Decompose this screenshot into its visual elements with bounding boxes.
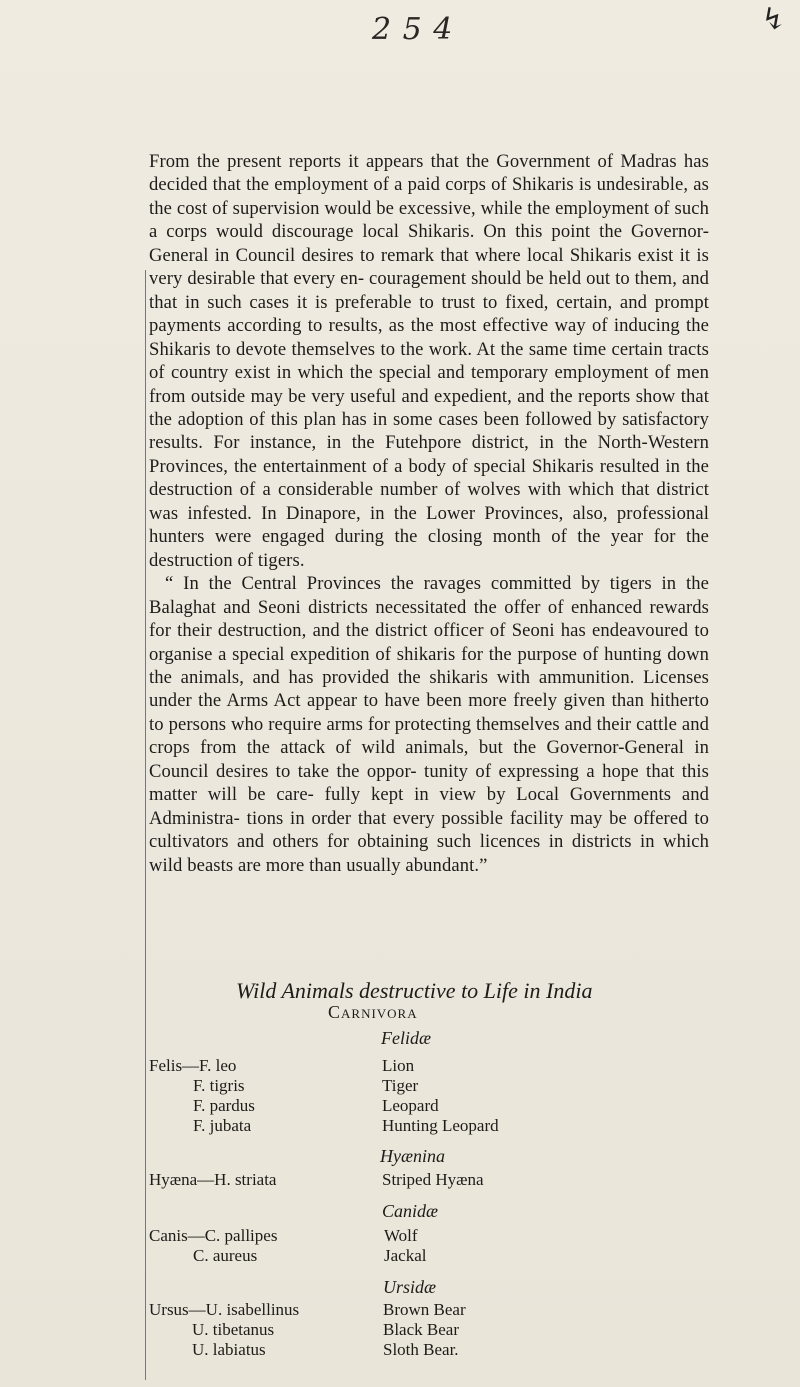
margin-rule	[145, 270, 146, 1380]
common-hunting-leopard: Hunting Leopard	[382, 1116, 499, 1135]
taxon-f-pardus: F. pardus	[193, 1096, 255, 1115]
table-title: Wild Animals destructive to Life in India	[236, 978, 593, 1003]
common-leopard: Leopard	[382, 1096, 439, 1115]
taxon-felis-leo: Felis—F. leo	[149, 1056, 237, 1075]
handwritten-page-number: 2 5 4	[372, 12, 454, 47]
common-striped-hyaena: Striped Hyæna	[382, 1170, 484, 1189]
common-jackal: Jackal	[384, 1246, 427, 1265]
common-black-bear: Black Bear	[383, 1320, 459, 1339]
paragraph-central-provinces: “ In the Central Provinces the ravages committed by tigers in the Balaghat and Seoni districts necessitated the offer of enhanced rewards for their destruction, and the district officer of Seoni has endeavoured to organise a special expedition of shikaris for the purpose of hunting down the animals, and has provided the shikaris with ammunition. Licenses under the Arms Act appear to have been more freely given than hitherto to persons who require arms for protecting themselves and their cattle and crops from the attack of wild animals, but the Governor-General in Council desires to take the oppor- tunity of expressing a hope that this matter will be care- fully kept in view by Local Governments and Administra- tions in order that every possible facility may be offered to cultivators and others for obtaining such licences in districts in which wild beasts are more than usually abundant.”	[149, 573, 709, 876]
taxon-c-aureus: C. aureus	[193, 1246, 258, 1265]
taxon-f-jubata: F. jubata	[193, 1116, 252, 1135]
common-tiger: Tiger	[382, 1076, 419, 1095]
taxon-ursus-isabellinus: Ursus—U. isabellinus	[149, 1300, 300, 1319]
common-wolf: Wolf	[384, 1226, 418, 1245]
common-lion: Lion	[382, 1056, 415, 1075]
body-text	[149, 150, 709, 877]
common-sloth-bear: Sloth Bear.	[383, 1340, 459, 1359]
taxon-canis-pallipes: Canis—C. pallipes	[149, 1226, 278, 1245]
family-hyaenina: Hyænina	[380, 1146, 445, 1166]
paragraph-madras: From the present reports it appears that the Government of Madras has decided that the employment of a paid corps of Shikaris is undesirable, as the cost of supervision would be excessive, while the employment of such a corps would discourage local Shikaris. On this point the Governor-General in Council desires to remark that where local Shikaris exist it is very desirable that every en- couragement should be held out to them, and that in such cases it is preferable to trust to fixed, certain, and prompt payments according to results, as the most effective way of inducing the Shikaris to devote themselves to the work. At the same time certain tracts of country exist in which the special and temporary employment of men from outside may be very useful and expedient, and the reports show that the adoption of this plan has in some cases been followed by satisfactory results. For instance, in the Futehpore district, in the North-Western Provinces, the entertainment of a body of special Shikaris resulted in the destruction of a considerable number of wolves with which that district was infested. In Dinapore, in the Lower Provinces, also, professional hunters were engaged during the closing month of the year for the destruction of tigers.	[149, 151, 709, 571]
taxon-f-tigris: F. tigris	[193, 1076, 245, 1095]
family-ursidae: Ursidæ	[383, 1277, 437, 1297]
order-heading: Carnivora	[328, 1002, 418, 1022]
taxon-hyaena-striata: Hyæna—H. striata	[149, 1170, 277, 1189]
taxon-u-tibetanus: U. tibetanus	[192, 1320, 275, 1339]
family-canidae: Canidæ	[382, 1201, 439, 1221]
taxon-u-labiatus: U. labiatus	[192, 1340, 266, 1359]
corner-pencil-mark: ↯	[760, 2, 786, 37]
common-brown-bear: Brown Bear	[383, 1300, 466, 1319]
family-felidae: Felidæ	[381, 1028, 431, 1048]
